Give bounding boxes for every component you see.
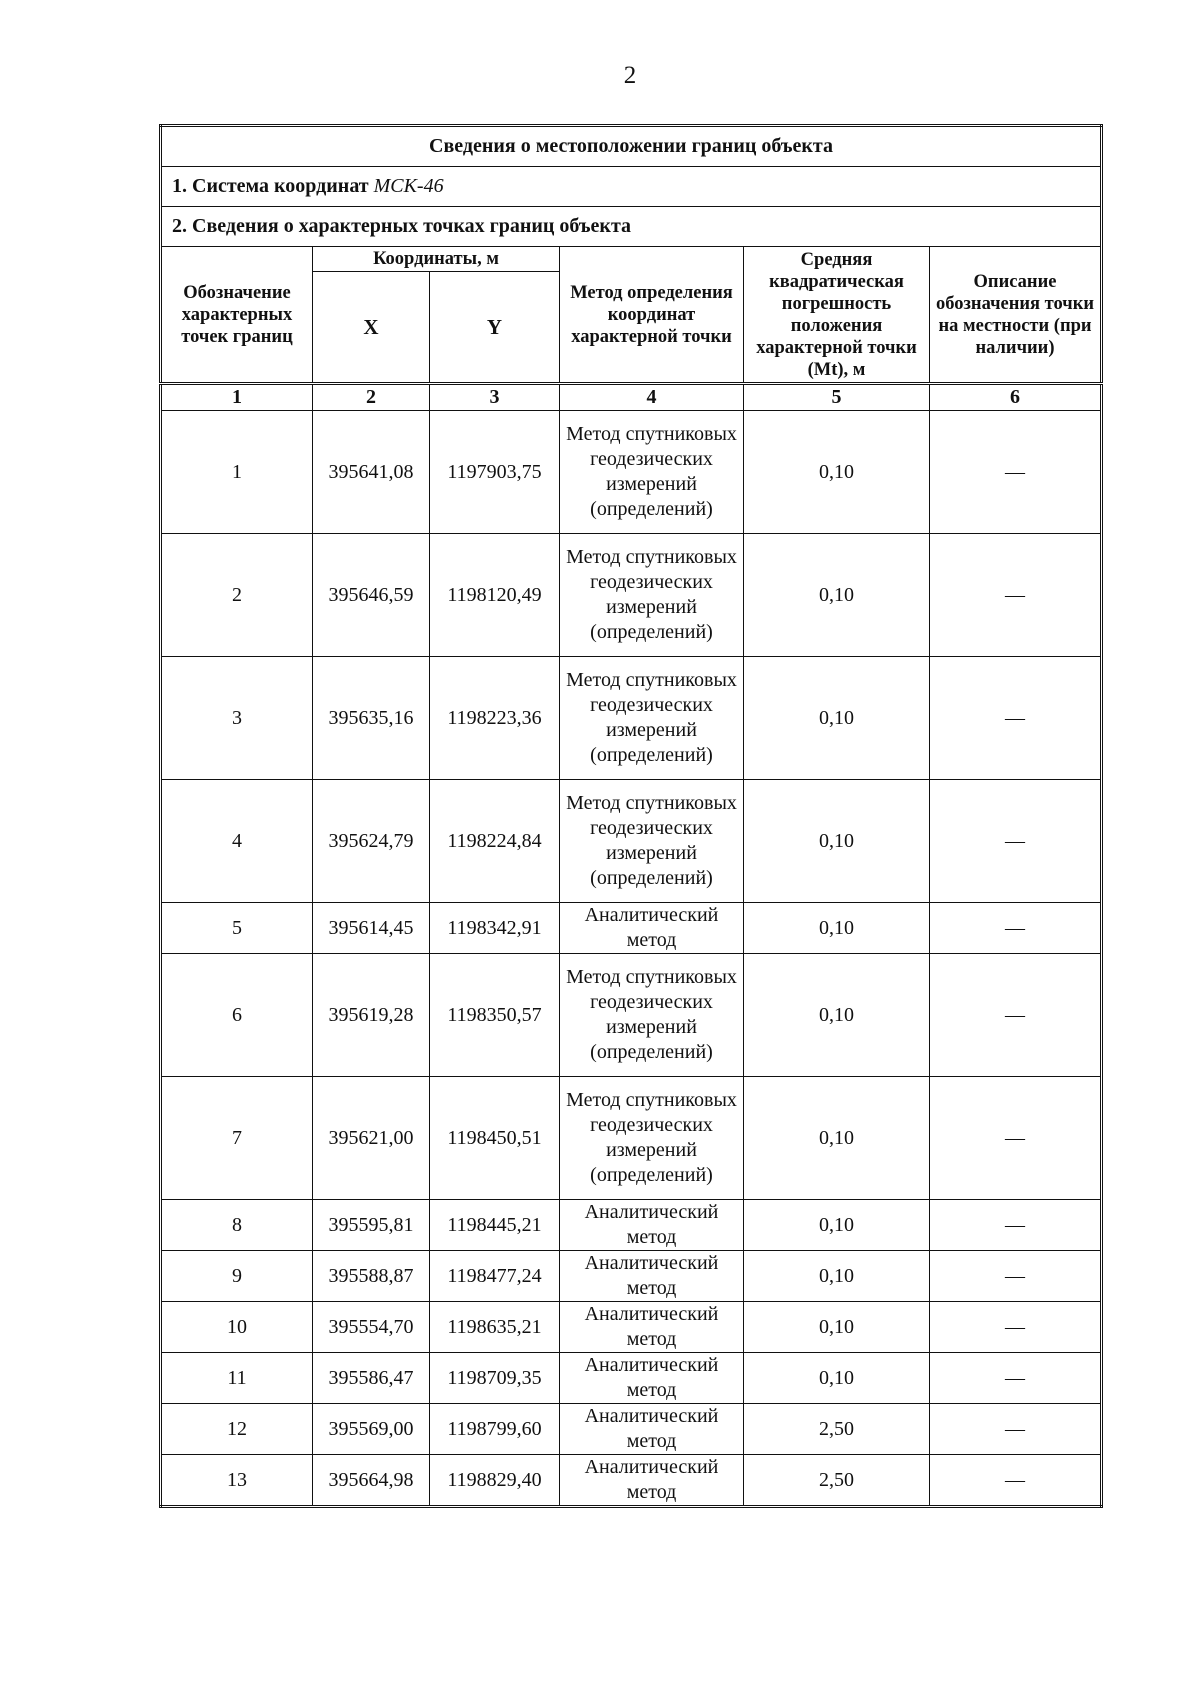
table-row — [161, 1077, 1102, 1200]
coordinate-system — [161, 167, 1102, 207]
header-designation: Обозначение характерных точек границ — [161, 247, 313, 384]
point-x: 395588,87 — [313, 1251, 430, 1302]
point-x: 395635,16 — [313, 657, 430, 780]
point-accuracy: 0,10 — [744, 954, 930, 1077]
point-number: 10 — [161, 1302, 313, 1353]
point-description: — — [930, 1200, 1102, 1251]
point-y: 1198635,21 — [430, 1302, 560, 1353]
point-accuracy: 0,10 — [744, 534, 930, 657]
point-x: 395621,00 — [313, 1077, 430, 1200]
point-number: 7 — [161, 1077, 313, 1200]
point-description: — — [930, 1404, 1102, 1455]
point-description: — — [930, 780, 1102, 903]
point-x: 395554,70 — [313, 1302, 430, 1353]
point-description: — — [930, 1353, 1102, 1404]
point-number: 5 — [161, 903, 313, 954]
point-y: 1198477,24 — [430, 1251, 560, 1302]
point-number: 11 — [161, 1353, 313, 1404]
point-x: 395619,28 — [313, 954, 430, 1077]
column-number-row — [161, 384, 1102, 411]
header-coordinates: Координаты, м — [313, 247, 560, 272]
point-method: Аналитический метод — [560, 1251, 744, 1302]
point-number: 9 — [161, 1251, 313, 1302]
point-method: Аналитический метод — [560, 1455, 744, 1507]
table-row — [161, 780, 1102, 903]
point-x: 395641,08 — [313, 411, 430, 534]
table-row — [161, 903, 1102, 954]
point-description: — — [930, 1077, 1102, 1200]
point-description: — — [930, 657, 1102, 780]
header-y: Y — [430, 272, 560, 384]
point-method: Метод спутниковых геодезических измерений (определений) — [560, 1077, 744, 1200]
coordinate-system-label: 1. Система координат — [172, 175, 369, 197]
point-accuracy: 0,10 — [744, 1077, 930, 1200]
point-accuracy: 0,10 — [744, 903, 930, 954]
column-number-4: 4 — [560, 384, 744, 411]
point-y: 1198799,60 — [430, 1404, 560, 1455]
point-y: 1198709,35 — [430, 1353, 560, 1404]
header-accuracy — [744, 247, 930, 384]
point-accuracy: 0,10 — [744, 1302, 930, 1353]
point-y: 1198829,40 — [430, 1455, 560, 1507]
table-row — [161, 1200, 1102, 1251]
point-x: 395624,79 — [313, 780, 430, 903]
point-accuracy: 0,10 — [744, 411, 930, 534]
point-method: Метод спутниковых геодезических измерений (определений) — [560, 780, 744, 903]
point-accuracy: 0,10 — [744, 780, 930, 903]
points-section-title: 2. Сведения о характерных точках границ объекта — [161, 207, 1102, 247]
column-number-5: 5 — [744, 384, 930, 411]
header-accuracy-text: Средняя квадратическая погрешность положения характерной точки (Mt), м — [756, 249, 917, 380]
coordinate-system-value: МСК-46 — [373, 175, 444, 197]
point-description: — — [930, 1251, 1102, 1302]
header-x: X — [313, 272, 430, 384]
point-x: 395646,59 — [313, 534, 430, 657]
point-description: — — [930, 411, 1102, 534]
point-x: 395595,81 — [313, 1200, 430, 1251]
point-number: 13 — [161, 1455, 313, 1507]
point-description: — — [930, 903, 1102, 954]
point-x: 395569,00 — [313, 1404, 430, 1455]
point-description: — — [930, 954, 1102, 1077]
point-method: Метод спутниковых геодезических измерений (определений) — [560, 954, 744, 1077]
point-accuracy: 0,10 — [744, 1353, 930, 1404]
table-row — [161, 954, 1102, 1077]
table-row — [161, 1251, 1102, 1302]
table-row — [161, 1404, 1102, 1455]
point-number: 2 — [161, 534, 313, 657]
point-accuracy: 0,10 — [744, 1251, 930, 1302]
table-row — [161, 1353, 1102, 1404]
point-description: — — [930, 1455, 1102, 1507]
point-method: Аналитический метод — [560, 1404, 744, 1455]
point-accuracy: 2,50 — [744, 1455, 930, 1507]
point-y: 1198450,51 — [430, 1077, 560, 1200]
column-number-1: 1 — [161, 384, 313, 411]
point-y: 1198350,57 — [430, 954, 560, 1077]
table-row — [161, 1302, 1102, 1353]
point-method: Аналитический метод — [560, 903, 744, 954]
point-y: 1197903,75 — [430, 411, 560, 534]
point-accuracy: 2,50 — [744, 1404, 930, 1455]
point-accuracy: 0,10 — [744, 1200, 930, 1251]
point-accuracy: 0,10 — [744, 657, 930, 780]
header-description: Описание обозначения точки на местности (при наличии) — [930, 247, 1102, 384]
page-number: 2 — [623, 62, 637, 89]
table-row — [161, 534, 1102, 657]
point-method: Метод спутниковых геодезических измерений (определений) — [560, 534, 744, 657]
point-method: Аналитический метод — [560, 1353, 744, 1404]
column-number-2: 2 — [313, 384, 430, 411]
point-method: Метод спутниковых геодезических измерений (определений) — [560, 411, 744, 534]
point-y: 1198120,49 — [430, 534, 560, 657]
point-number: 1 — [161, 411, 313, 534]
table-row — [161, 657, 1102, 780]
point-y: 1198223,36 — [430, 657, 560, 780]
table-row — [161, 411, 1102, 534]
point-description: — — [930, 534, 1102, 657]
point-method: Аналитический метод — [560, 1302, 744, 1353]
point-method: Аналитический метод — [560, 1200, 744, 1251]
point-number: 3 — [161, 657, 313, 780]
boundary-points-table — [159, 124, 1103, 1508]
table-title: Сведения о местоположении границ объекта — [161, 126, 1102, 167]
point-y: 1198224,84 — [430, 780, 560, 903]
point-x: 395586,47 — [313, 1353, 430, 1404]
point-y: 1198342,91 — [430, 903, 560, 954]
point-description: — — [930, 1302, 1102, 1353]
column-number-6: 6 — [930, 384, 1102, 411]
point-number: 6 — [161, 954, 313, 1077]
point-y: 1198445,21 — [430, 1200, 560, 1251]
table-row — [161, 1455, 1102, 1507]
point-number: 12 — [161, 1404, 313, 1455]
point-x: 395664,98 — [313, 1455, 430, 1507]
point-number: 4 — [161, 780, 313, 903]
header-method: Метод определения координат характерной точки — [560, 247, 744, 384]
point-number: 8 — [161, 1200, 313, 1251]
point-x: 395614,45 — [313, 903, 430, 954]
column-number-3: 3 — [430, 384, 560, 411]
point-method: Метод спутниковых геодезических измерений (определений) — [560, 657, 744, 780]
